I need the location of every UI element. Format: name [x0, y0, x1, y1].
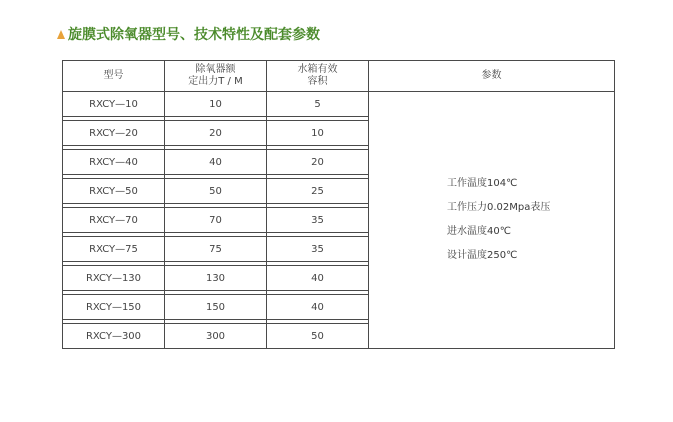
- capacity-cell: 40: [165, 150, 267, 175]
- header-capacity-line1: 除氧器额: [195, 64, 236, 75]
- volume-cell: 20: [267, 150, 369, 175]
- capacity-cell: 50: [165, 179, 267, 204]
- model-cell: RXCY—50: [63, 179, 165, 204]
- capacity-cell: 150: [165, 295, 267, 320]
- model-cell: RXCY—70: [63, 208, 165, 233]
- volume-cell: 50: [267, 324, 369, 349]
- volume-cell: 40: [267, 295, 369, 320]
- spec-table: [62, 60, 615, 349]
- table-row: [63, 92, 615, 117]
- header-model: 型号: [63, 61, 165, 92]
- model-cell: RXCY—300: [63, 324, 165, 349]
- header-volume: [267, 61, 369, 92]
- model-cell: RXCY—10: [63, 92, 165, 117]
- param-line: 进水温度40℃: [447, 226, 511, 237]
- capacity-cell: 10: [165, 92, 267, 117]
- volume-cell: 25: [267, 179, 369, 204]
- model-cell: RXCY—20: [63, 121, 165, 146]
- volume-cell: 35: [267, 208, 369, 233]
- params-cell: [369, 92, 615, 349]
- section-title: [57, 24, 320, 44]
- capacity-cell: 130: [165, 266, 267, 291]
- param-line: 工作压力0.02Mpa表压: [447, 202, 551, 213]
- triangle-bullet-icon: [57, 30, 65, 39]
- volume-cell: 35: [267, 237, 369, 262]
- capacity-cell: 20: [165, 121, 267, 146]
- header-volume-line1: 水箱有效: [297, 64, 338, 75]
- volume-cell: 5: [267, 92, 369, 117]
- param-line: 工作温度104℃: [447, 178, 518, 189]
- param-line: 设计温度250℃: [447, 250, 518, 261]
- model-cell: RXCY—75: [63, 237, 165, 262]
- volume-cell: 10: [267, 121, 369, 146]
- header-params: 参数: [369, 61, 615, 92]
- capacity-cell: 70: [165, 208, 267, 233]
- capacity-cell: 300: [165, 324, 267, 349]
- header-capacity: [165, 61, 267, 92]
- model-cell: RXCY—40: [63, 150, 165, 175]
- model-cell: RXCY—150: [63, 295, 165, 320]
- section-title-text: 旋膜式除氧器型号、技术特性及配套参数: [68, 27, 320, 43]
- volume-cell: 40: [267, 266, 369, 291]
- model-cell: RXCY—130: [63, 266, 165, 291]
- header-capacity-line2: 定出力T / M: [188, 76, 243, 87]
- header-volume-line2: 容积: [307, 76, 328, 87]
- capacity-cell: 75: [165, 237, 267, 262]
